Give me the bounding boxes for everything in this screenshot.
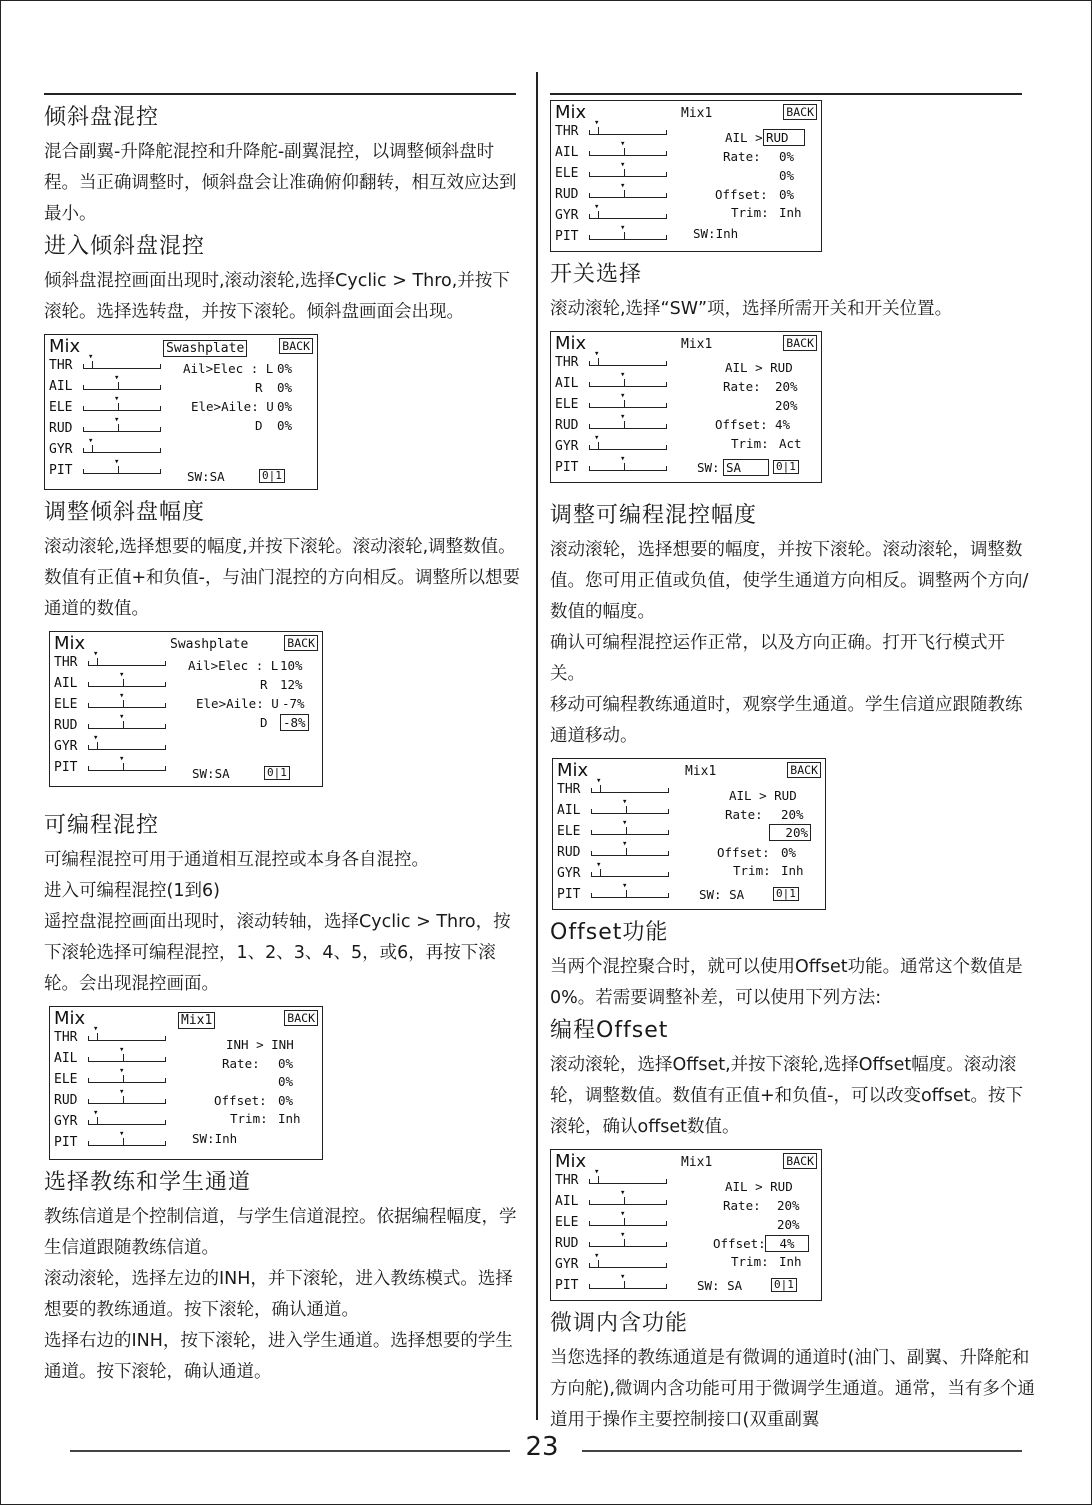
lcd-value: Inh: [779, 205, 802, 220]
lcd-label: Rate:: [723, 1198, 761, 1213]
channel-bar: [589, 359, 667, 366]
paragraph: 进入可编程混控(1到6): [44, 881, 220, 901]
channel-bar: [591, 891, 669, 898]
paragraph: 滚动滚轮，选择左边的INH，并下滚轮，进入教练模式。选择想要的教练通道。按下滚轮，确认通道。: [44, 1269, 513, 1320]
paragraph: 当两个混控聚合时，就可以使用Offset功能。通常这个数值是0%。若需要调整补差，可以使用下列方法:: [550, 957, 1023, 1008]
back-button[interactable]: BACK: [279, 338, 313, 354]
lcd-label: Rate:: [222, 1056, 260, 1071]
channel-position-marker: [624, 1218, 625, 1225]
channel-position-marker: [92, 445, 93, 452]
back-button[interactable]: BACK: [783, 1153, 817, 1169]
channel-label: GYR: [54, 739, 78, 754]
channel-label: GYR: [555, 439, 579, 454]
channel-position-marker: [624, 1239, 625, 1246]
lcd-screen-mix-b: [550, 100, 822, 252]
lcd-title: Mix1: [681, 337, 713, 352]
channel-bar: [88, 1097, 166, 1104]
channel-position-marker: [97, 658, 98, 665]
paragraph: 倾斜盘混控画面出现时,滚动滚轮,选择Cyclic > Thro,并按下滚轮。选择选转盘，并按下滚轮。倾斜盘画面会出现。: [44, 271, 510, 322]
channel-bar: [589, 212, 667, 219]
lcd-mix-label: Mix: [557, 760, 589, 781]
channel-bar: [83, 362, 161, 369]
lcd-line: R: [260, 677, 268, 692]
lcd-line: Ail>Elec : L: [188, 658, 279, 673]
paragraph: 教练信道是个控制信道，与学生信道混控。依据编程幅度，学生信道跟随教练信道。: [44, 1207, 517, 1258]
paragraph: 滚动滚轮，选择Offset,并按下滚轮,选择Offset幅度。滚动滚轮，调整数值。数值有正值+和负值-，可以改变offset。按下滚轮，确认offset数值。: [550, 1055, 1023, 1137]
channel-position-marker: [97, 742, 98, 749]
lcd-value: 12%: [280, 677, 303, 692]
channel-position-marker: [624, 379, 625, 386]
paragraph: 遥控盘混控画面出现时，滚动转轴，选择Cyclic > Thro，按下滚轮选择可编程混控，1、2、3、4、5，或6，再按下滚轮。会出现混控画面。: [44, 912, 511, 994]
channel-label: AIL: [555, 376, 579, 391]
lcd-value: 0%: [781, 845, 797, 860]
channel-label: RUD: [54, 1093, 78, 1108]
channel-position-marker: [118, 466, 119, 473]
lcd-mix-label: Mix: [49, 336, 81, 357]
channel-bar: [589, 1219, 667, 1226]
lcd-label: Offset:: [717, 845, 770, 860]
footer-rule-right: [582, 1450, 1022, 1452]
lcd-value: 0%: [278, 1074, 294, 1089]
lcd-screen-mix-a: [49, 1006, 323, 1160]
lcd-title: Mix1: [681, 106, 713, 121]
lcd-value: 0%: [277, 418, 293, 433]
channel-position-marker: [624, 232, 625, 239]
lcd-mix-label: Mix: [555, 1151, 587, 1172]
lcd-value-selected: 20%: [769, 824, 811, 841]
channel-bar: [589, 1177, 667, 1184]
section-title-offset: Offset功能: [550, 920, 669, 945]
section-title-master-slave: 选择教练和学生通道: [44, 1170, 252, 1195]
channel-position-marker: [624, 190, 625, 197]
channel-bar: [83, 404, 161, 411]
lcd-label: Offset:: [715, 417, 768, 432]
channel-label: RUD: [555, 418, 579, 433]
channel-bar: [589, 380, 667, 387]
channel-bar: [589, 1282, 667, 1289]
channel-bar: [83, 383, 161, 390]
channel-bar: [83, 467, 161, 474]
lcd-route: AIL > RUD: [725, 1179, 793, 1194]
lcd-route-selected: RUD: [763, 129, 805, 146]
channel-position-marker: [118, 382, 119, 389]
paragraph: 滚动滚轮，选择想要的幅度，并按下滚轮。滚动滚轮，调整数值。您可用正值或负值，使学生通道方向相反。调整两个方向/数值的幅度。: [550, 540, 1029, 622]
channel-bar: [88, 1139, 166, 1146]
channel-label: PIT: [49, 463, 73, 478]
channel-position-marker: [624, 1281, 625, 1288]
lcd-switch-selected: SA: [723, 459, 769, 476]
channel-position-marker: [598, 442, 599, 449]
lcd-value: 0%: [278, 1093, 294, 1108]
lcd-label: Offset:: [214, 1093, 267, 1108]
lcd-line: D: [260, 715, 268, 730]
footer-rule-left: [70, 1450, 510, 1452]
channel-position-marker: [118, 424, 119, 431]
paragraph: 滚动滚轮,选择想要的幅度,并按下滚轮。滚动滚轮,调整数值。数值有正值+和负值-，与油门混控的方向相反。调整所以想要通道的数值。: [44, 537, 520, 619]
channel-label: THR: [555, 1173, 579, 1188]
lcd-title: Swashplate: [170, 637, 249, 652]
lcd-value: 20%: [777, 1217, 800, 1232]
channel-position-marker: [624, 421, 625, 428]
channel-bar: [88, 1118, 166, 1125]
channel-position-marker: [123, 700, 124, 707]
section-title-adjust-prog-mix: 调整可编程混控幅度: [550, 503, 758, 528]
back-button[interactable]: BACK: [783, 104, 817, 120]
right-column: [550, 93, 1036, 1436]
channel-position-marker: [598, 1260, 599, 1267]
channel-position-marker: [626, 890, 627, 897]
channel-label: ELE: [49, 400, 73, 415]
lcd-switch: SW: SA: [699, 887, 745, 902]
channel-bar: [88, 764, 166, 771]
lcd-line: D: [255, 418, 263, 433]
channel-bar: [591, 849, 669, 856]
channel-bar: [88, 722, 166, 729]
lcd-mix-label: Mix: [54, 633, 86, 654]
lcd-screen-swash-1: [44, 334, 318, 490]
lcd-label: Rate:: [723, 149, 761, 164]
channel-position-marker: [624, 400, 625, 407]
channel-position-marker: [123, 1096, 124, 1103]
channel-bar: [589, 443, 667, 450]
channel-bar: [88, 659, 166, 666]
channel-label: ELE: [54, 1072, 78, 1087]
lcd-value: Inh: [781, 863, 804, 878]
lcd-mix-label: Mix: [555, 102, 587, 123]
lcd-switch: SW:SA: [192, 766, 230, 781]
lcd-value: 10%: [280, 658, 303, 673]
channel-bar: [88, 743, 166, 750]
lcd-switch-pos: 0|1: [264, 766, 290, 780]
lcd-label: Rate:: [725, 807, 763, 822]
channel-label: THR: [54, 655, 78, 670]
channel-position-marker: [123, 1138, 124, 1145]
column-divider: [536, 72, 538, 1420]
lcd-screen-mix-d: [552, 758, 826, 910]
channel-label: PIT: [555, 460, 579, 475]
lcd-line: Ele>Aile: U: [191, 399, 274, 414]
channel-label: GYR: [555, 1257, 579, 1272]
lcd-route: AIL > RUD: [729, 788, 797, 803]
channel-label: GYR: [54, 1114, 78, 1129]
channel-position-marker: [598, 127, 599, 134]
channel-label: GYR: [555, 208, 579, 223]
channel-label: ELE: [555, 397, 579, 412]
lcd-line: Ail>Elec : L: [183, 361, 274, 376]
lcd-value: 0%: [779, 187, 795, 202]
left-column: [44, 93, 522, 1388]
channel-position-marker: [123, 721, 124, 728]
channel-bar: [591, 870, 669, 877]
paragraph: 当您选择的教练通道是有微调的通道时(油门、副翼、升降舵和方向舵),微调内含功能可用于微调学生通道。通常，当有多个通道用于操作主要控制接口(双重副翼: [550, 1348, 1035, 1430]
channel-label: THR: [54, 1030, 78, 1045]
lcd-value: 0%: [277, 380, 293, 395]
paragraph: 滚动滚轮,选择“SW”项，选择所需开关和开关位置。: [550, 299, 953, 319]
channel-label: AIL: [557, 803, 581, 818]
back-button[interactable]: BACK: [783, 335, 817, 351]
channel-position-marker: [598, 211, 599, 218]
channel-position-marker: [626, 806, 627, 813]
lcd-line: Ele>Aile: U: [196, 696, 279, 711]
channel-bar: [589, 1240, 667, 1247]
section-title-trim-include: 微调内含功能: [550, 1311, 689, 1336]
paragraph: 选择右边的INH，按下滚轮，进入学生通道。选择想要的学生通道。按下滚轮，确认通道。: [44, 1331, 513, 1382]
channel-position-marker: [123, 763, 124, 770]
lcd-value: 0%: [277, 399, 293, 414]
lcd-value: Act: [779, 436, 802, 451]
lcd-screen-mix-c: [550, 331, 822, 483]
lcd-label: Trim:: [731, 436, 769, 451]
section-title-enter-swash: 进入倾斜盘混控: [44, 234, 206, 259]
channel-position-marker: [598, 358, 599, 365]
lcd-title: Swashplate: [163, 340, 247, 357]
channel-label: THR: [555, 355, 579, 370]
channel-label: THR: [49, 358, 73, 373]
lcd-switch: SW:SA: [187, 469, 225, 484]
channel-position-marker: [600, 785, 601, 792]
lcd-value: 20%: [781, 807, 804, 822]
channel-label: THR: [557, 782, 581, 797]
lcd-value: 20%: [775, 398, 798, 413]
lcd-value: Inh: [779, 1254, 802, 1269]
channel-position-marker: [624, 148, 625, 155]
lcd-title: Mix1: [178, 1012, 215, 1029]
lcd-switch-pos: 0|1: [259, 469, 285, 483]
lcd-screen-mix-e: [550, 1149, 822, 1301]
lcd-mix-label: Mix: [555, 333, 587, 354]
channel-bar: [589, 1261, 667, 1268]
lcd-label: Offset:: [713, 1236, 766, 1251]
channel-position-marker: [118, 403, 119, 410]
lcd-value: 20%: [775, 379, 798, 394]
paragraph: 确认可编程混控运作正常，以及方向正确。打开飞行模式开关。: [550, 633, 1005, 684]
channel-label: PIT: [54, 1135, 78, 1150]
channel-label: ELE: [54, 697, 78, 712]
channel-label: RUD: [557, 845, 581, 860]
channel-position-marker: [123, 1075, 124, 1082]
channel-bar: [88, 1034, 166, 1041]
channel-bar: [83, 425, 161, 432]
section-title-switch-select: 开关选择: [550, 262, 643, 287]
lcd-switch-pos: 0|1: [771, 1278, 797, 1292]
lcd-line: R: [255, 380, 263, 395]
channel-label: ELE: [555, 1215, 579, 1230]
channel-label: AIL: [49, 379, 73, 394]
lcd-value-selected: 4%: [765, 1235, 809, 1252]
paragraph: 混合副翼-升降舵混控和升降舵-副翼混控，以调整倾斜盘时程。当正确调整时，倾斜盘会让准确俯仰翻转，相互效应达到最小。: [44, 142, 517, 224]
channel-bar: [589, 464, 667, 471]
lcd-label: Offset:: [715, 187, 768, 202]
lcd-label: Trim:: [230, 1111, 268, 1126]
channel-bar: [589, 170, 667, 177]
channel-label: GYR: [49, 442, 73, 457]
channel-position-marker: [626, 848, 627, 855]
channel-label: RUD: [555, 187, 579, 202]
lcd-value: 0%: [779, 168, 795, 183]
channel-bar: [88, 680, 166, 687]
lcd-route: AIL > RUD: [725, 360, 793, 375]
paragraph: 可编程混控可用于通道相互混控或本身各自混控。: [44, 850, 429, 870]
lcd-label: Rate:: [723, 379, 761, 394]
lcd-switch-pos: 0|1: [773, 460, 799, 474]
lcd-label: Trim:: [731, 1254, 769, 1269]
lcd-label: Trim:: [733, 863, 771, 878]
page-number: 23: [525, 1432, 559, 1462]
lcd-title: Mix1: [685, 764, 717, 779]
lcd-value: 0%: [278, 1056, 294, 1071]
channel-label: ELE: [557, 824, 581, 839]
lcd-value: 4%: [775, 417, 791, 432]
channel-label: RUD: [54, 718, 78, 733]
channel-label: RUD: [555, 1236, 579, 1251]
lcd-switch: SW:Inh: [693, 226, 739, 241]
channel-bar: [589, 149, 667, 156]
channel-bar: [589, 128, 667, 135]
channel-bar: [88, 701, 166, 708]
channel-label: PIT: [555, 1278, 579, 1293]
section-title-swashplate-mix: 倾斜盘混控: [44, 105, 160, 130]
channel-bar: [589, 422, 667, 429]
channel-position-marker: [626, 827, 627, 834]
section-title-program-offset: 编程Offset: [550, 1018, 669, 1043]
lcd-switch: SW: SA: [697, 1278, 743, 1293]
section-title-adjust-swash: 调整倾斜盘幅度: [44, 500, 206, 525]
channel-bar: [589, 233, 667, 240]
channel-bar: [589, 191, 667, 198]
lcd-value-selected: -8%: [280, 714, 309, 731]
section-title-programmable-mix: 可编程混控: [44, 813, 160, 838]
back-button[interactable]: BACK: [284, 635, 318, 651]
channel-position-marker: [624, 1197, 625, 1204]
lcd-value: Inh: [278, 1111, 301, 1126]
channel-bar: [591, 786, 669, 793]
channel-label: PIT: [557, 887, 581, 902]
lcd-label: Trim:: [731, 205, 769, 220]
channel-label: THR: [555, 124, 579, 139]
channel-label: AIL: [555, 145, 579, 160]
channel-label: GYR: [557, 866, 581, 881]
lcd-value: 20%: [777, 1198, 800, 1213]
channel-bar: [591, 807, 669, 814]
channel-bar: [591, 828, 669, 835]
lcd-title: Mix1: [681, 1155, 713, 1170]
lcd-value: 0%: [779, 149, 795, 164]
channel-bar: [589, 401, 667, 408]
paragraph: 移动可编程教练通道时，观察学生通道。学生信道应跟随教练通道移动。: [550, 695, 1023, 746]
lcd-switch-pos: 0|1: [773, 887, 799, 901]
lcd-switch: SW:: [697, 460, 720, 475]
channel-label: ELE: [555, 166, 579, 181]
lcd-mix-label: Mix: [54, 1008, 86, 1029]
channel-label: PIT: [555, 229, 579, 244]
channel-label: PIT: [54, 760, 78, 775]
back-button[interactable]: BACK: [787, 762, 821, 778]
channel-position-marker: [600, 869, 601, 876]
channel-position-marker: [92, 361, 93, 368]
channel-bar: [589, 1198, 667, 1205]
channel-position-marker: [123, 679, 124, 686]
channel-label: AIL: [555, 1194, 579, 1209]
channel-position-marker: [123, 1054, 124, 1061]
lcd-value: -7%: [282, 696, 305, 711]
lcd-switch: SW:Inh: [192, 1131, 238, 1146]
channel-position-marker: [97, 1117, 98, 1124]
channel-position-marker: [598, 1176, 599, 1183]
channel-label: AIL: [54, 676, 78, 691]
channel-label: AIL: [54, 1051, 78, 1066]
channel-bar: [83, 446, 161, 453]
channel-bar: [88, 1076, 166, 1083]
lcd-screen-swash-2: [49, 631, 323, 787]
back-button[interactable]: BACK: [284, 1010, 318, 1026]
lcd-route: INH > INH: [226, 1037, 294, 1052]
lcd-route: AIL >: [725, 130, 763, 145]
channel-position-marker: [624, 463, 625, 470]
channel-position-marker: [97, 1033, 98, 1040]
channel-bar: [88, 1055, 166, 1062]
lcd-value: 0%: [277, 361, 293, 376]
channel-label: RUD: [49, 421, 73, 436]
channel-position-marker: [624, 169, 625, 176]
